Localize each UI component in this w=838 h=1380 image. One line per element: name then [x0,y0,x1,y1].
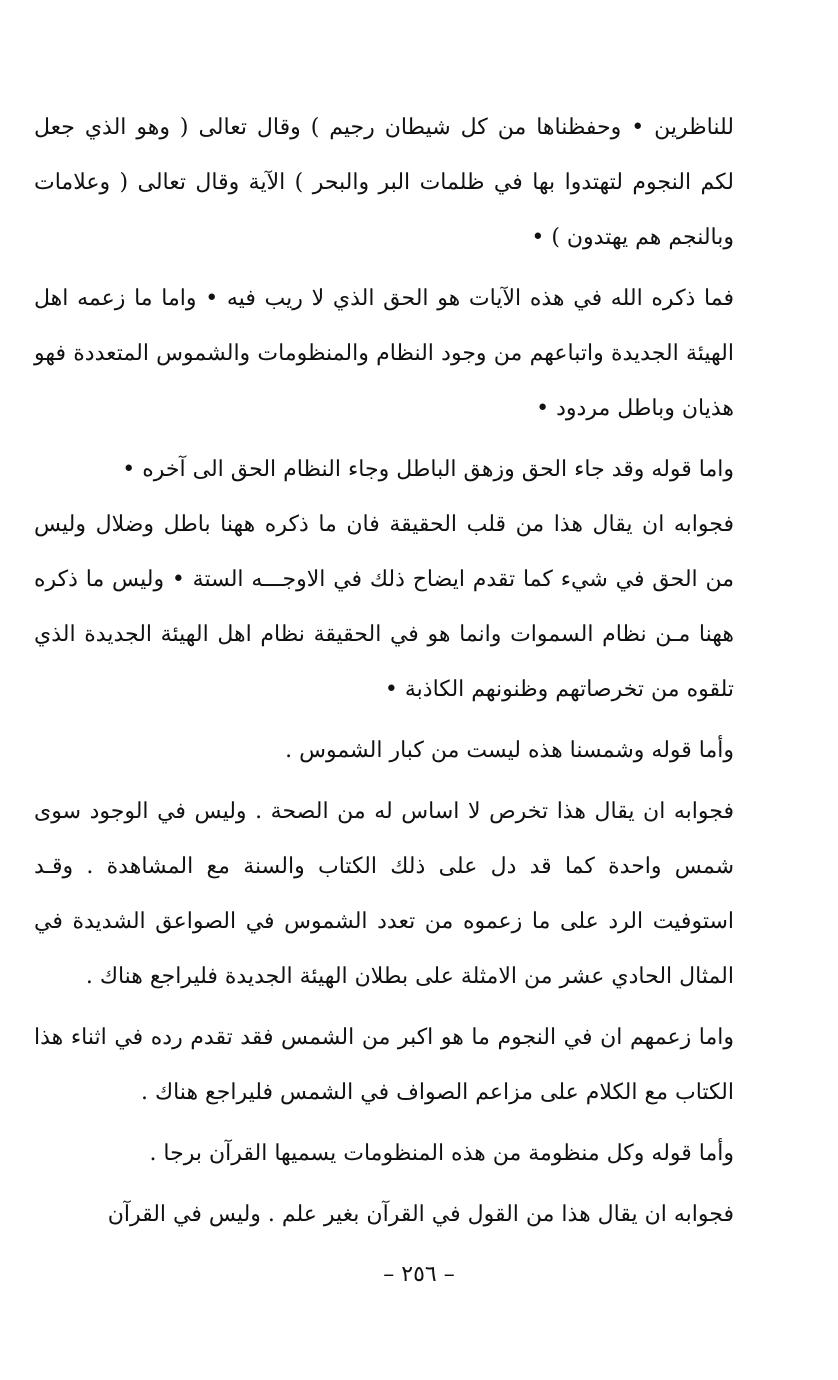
paragraph-3: واما قوله وقد جاء الحق وزهق الباطل وجاء النظام الحق الى آخره • [122,457,734,482]
paragraph-8: وأما قوله وكل منظومة من هذه المنظومات يسميها القرآن برجا . [149,1141,734,1166]
paragraph-7: واما زعمهم ان في النجوم ما هو اكبر من الشمس فقد تقدم رده في اثناء هذا الكتاب مع الكلام على مزاعم الصواف في الشمس فليراجع هناك . [34,1025,734,1105]
paragraph-1: للناظرين • وحفظناها من كل شيطان رجيم ) وقال تعالى ( وهو الذي جعل لكم النجوم لتهتدوا بها في ظلمات البر والبحر ) الآية وقال تعالى ( وعلامات وبالنجم هم يهتدون ) • [34,115,734,250]
page-number: – ٢٥٦ – [383,1262,455,1287]
paragraph-6: فجوابه ان يقال هذا تخرص لا اساس له من الصحة . وليس في الوجود سوى شمس واحدة كما قد دل على ذلك الكتاب والسنة مع المشاهدة . وقـد استوفيت الرد على ما زعموه من تعدد الشموس في الصواعق الشديدة في المثال الحادي عشر من الامثلة على بطلان الهيئة الجديدة فليراجع هناك . [34,799,734,989]
paragraph-4: فجوابه ان يقال هذا من قلب الحقيقة فان ما ذكره ههنا باطل وضلال وليس من الحق في شيء كما تقدم ايضاح ذلك في الاوجـــه الستة • وليس ما ذكره ههنا مـن نظام السموات وانما هو في الحقيقة نظام اهل الهيئة الجديدة الذي تلقوه من تخرصاتهم وظنونهم الكاذبة • [34,512,734,702]
paragraph-5: وأما قوله وشمسنا هذه ليست من كبار الشموس . [285,738,734,763]
paragraph-2: فما ذكره الله في هذه الآيات هو الحق الذي لا ريب فيه • واما ما زعمه اهل الهيئة الجديدة واتباعهم من وجود النظام والمنظومات والشموس المتعددة فهو هذيان وباطل مردود • [34,286,734,421]
paragraph-9: فجوابه ان يقال هذا من القول في القرآن بغير علم . وليس في القرآن [107,1202,734,1227]
page-body [34,100,734,1242]
